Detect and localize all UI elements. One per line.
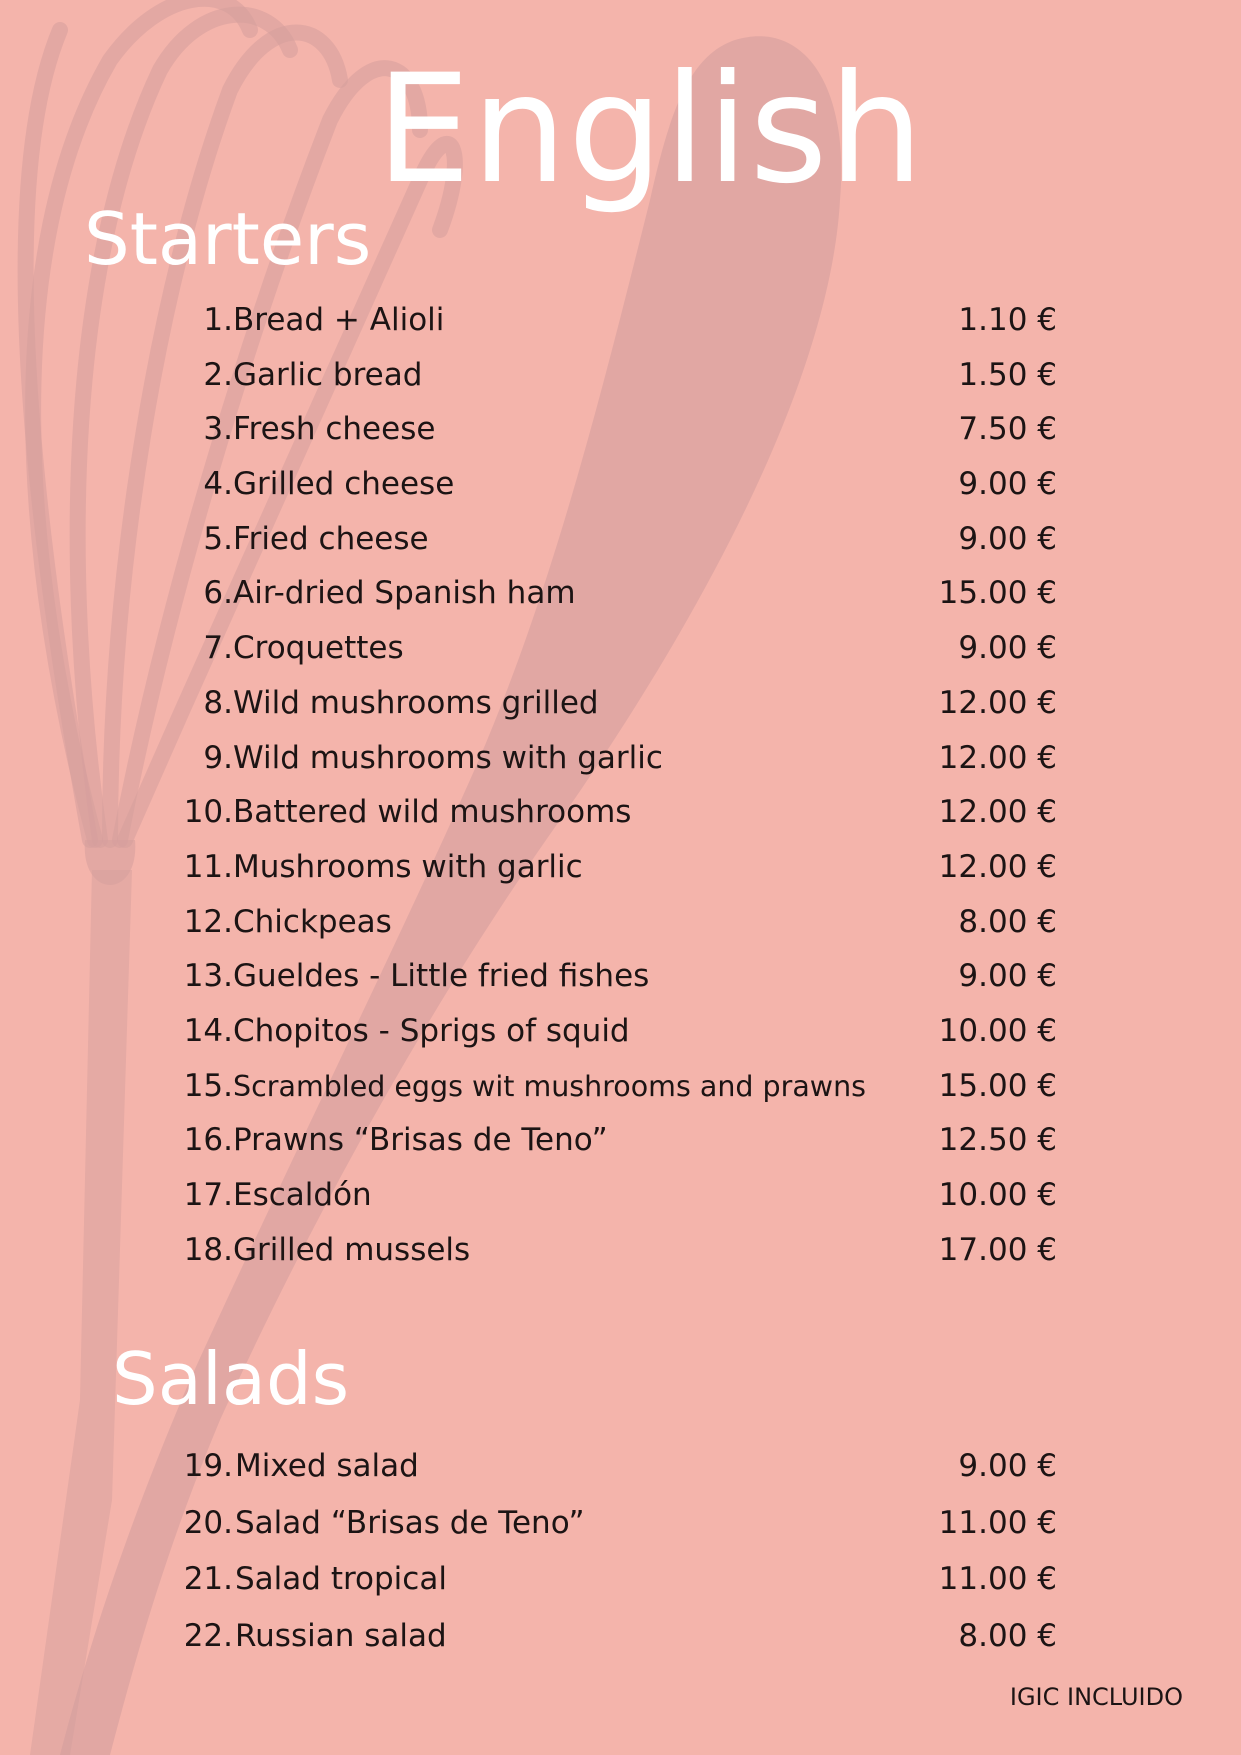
item-price: 10.00 € bbox=[938, 1177, 1057, 1213]
item-price: 15.00 € bbox=[938, 1067, 1057, 1104]
item-price: 9.00 € bbox=[958, 520, 1057, 557]
item-name: Salad “Brisas de Teno” bbox=[235, 1504, 585, 1541]
item-name: Salad tropical bbox=[235, 1561, 447, 1598]
menu-item bbox=[0, 904, 1241, 959]
menu-item bbox=[0, 357, 1241, 412]
item-name: Chopitos - Sprigs of squid bbox=[233, 1012, 630, 1049]
salads-list bbox=[0, 1448, 1241, 1675]
item-number: 16. bbox=[183, 1122, 233, 1159]
item-number: 20. bbox=[183, 1504, 233, 1541]
item-name: Bread + Alioli bbox=[233, 302, 445, 338]
item-number: 13. bbox=[183, 958, 233, 995]
item-price: 10.00 € bbox=[938, 1012, 1057, 1049]
item-price: 1.10 € bbox=[958, 302, 1057, 338]
item-price: 8.00 € bbox=[958, 1618, 1057, 1655]
menu-item bbox=[0, 740, 1241, 795]
item-number: 3. bbox=[203, 411, 233, 448]
salads-heading: Salads bbox=[112, 1337, 350, 1421]
item-name: Grilled mussels bbox=[233, 1231, 471, 1268]
item-name: Mushrooms with garlic bbox=[233, 848, 583, 885]
menu-item bbox=[0, 1618, 1241, 1675]
menu-item bbox=[0, 1232, 1241, 1287]
item-price: 9.00 € bbox=[958, 630, 1057, 667]
menu-item bbox=[0, 466, 1241, 521]
item-name: Russian salad bbox=[235, 1618, 447, 1655]
item-name: Scrambled eggs wit mushrooms and prawns bbox=[233, 1069, 867, 1103]
item-number: 2. bbox=[203, 356, 233, 393]
menu-item bbox=[0, 575, 1241, 630]
item-price: 9.00 € bbox=[958, 1448, 1057, 1484]
item-price: 1.50 € bbox=[958, 356, 1057, 393]
item-number: 19. bbox=[183, 1448, 233, 1484]
menu-item bbox=[0, 521, 1241, 576]
item-price: 11.00 € bbox=[938, 1504, 1057, 1541]
item-price: 7.50 € bbox=[958, 411, 1057, 448]
menu-item bbox=[0, 794, 1241, 849]
tax-included-note: IGIC INCLUIDO bbox=[1009, 1683, 1183, 1711]
item-price: 12.00 € bbox=[938, 794, 1057, 831]
menu-item bbox=[0, 302, 1241, 357]
starters-heading: Starters bbox=[84, 197, 372, 281]
starters-list bbox=[0, 302, 1241, 1286]
menu-item bbox=[0, 685, 1241, 740]
item-price: 15.00 € bbox=[938, 575, 1057, 612]
menu-item bbox=[0, 849, 1241, 904]
item-price: 12.00 € bbox=[938, 739, 1057, 776]
item-price: 12.50 € bbox=[938, 1122, 1057, 1159]
menu-item bbox=[0, 1068, 1241, 1123]
item-number: 18. bbox=[183, 1231, 233, 1268]
item-price: 12.00 € bbox=[938, 684, 1057, 721]
item-number: 14. bbox=[183, 1012, 233, 1049]
item-name: Escaldón bbox=[233, 1177, 372, 1213]
item-price: 17.00 € bbox=[938, 1231, 1057, 1268]
menu-item bbox=[0, 1013, 1241, 1068]
menu-item bbox=[0, 630, 1241, 685]
item-number: 21. bbox=[183, 1561, 233, 1598]
item-number: 5. bbox=[203, 520, 233, 557]
item-number: 11. bbox=[183, 848, 233, 885]
menu-item bbox=[0, 1505, 1241, 1562]
item-name: Croquettes bbox=[233, 630, 404, 667]
item-number: 10. bbox=[183, 794, 233, 831]
item-price: 9.00 € bbox=[958, 466, 1057, 503]
item-number: 8. bbox=[203, 684, 233, 721]
item-number: 9. bbox=[203, 739, 233, 776]
item-number: 22. bbox=[183, 1618, 233, 1655]
item-name: Fresh cheese bbox=[233, 411, 436, 448]
item-number: 17. bbox=[183, 1177, 233, 1213]
menu-item bbox=[0, 1177, 1241, 1232]
item-number: 12. bbox=[183, 903, 233, 940]
item-name: Gueldes - Little fried fishes bbox=[233, 958, 650, 995]
item-name: Air-dried Spanish ham bbox=[233, 575, 576, 612]
item-name: Prawns “Brisas de Teno” bbox=[233, 1122, 608, 1159]
item-name: Mixed salad bbox=[235, 1448, 419, 1484]
item-number: 6. bbox=[203, 575, 233, 612]
item-number: 4. bbox=[203, 466, 233, 503]
menu-item bbox=[0, 411, 1241, 466]
item-name: Fried cheese bbox=[233, 520, 429, 557]
item-price: 12.00 € bbox=[938, 848, 1057, 885]
item-name: Grilled cheese bbox=[233, 466, 455, 503]
item-number: 7. bbox=[203, 630, 233, 667]
item-number: 15. bbox=[183, 1067, 233, 1104]
item-name: Chickpeas bbox=[233, 903, 392, 940]
item-name: Wild mushrooms grilled bbox=[233, 684, 599, 721]
item-price: 8.00 € bbox=[958, 903, 1057, 940]
item-name: Battered wild mushrooms bbox=[233, 794, 632, 831]
item-price: 11.00 € bbox=[938, 1561, 1057, 1598]
item-price: 9.00 € bbox=[958, 958, 1057, 995]
menu-item bbox=[0, 1122, 1241, 1177]
menu-item bbox=[0, 958, 1241, 1013]
item-name: Garlic bread bbox=[233, 356, 423, 393]
item-number: 1. bbox=[203, 302, 233, 338]
menu-item bbox=[0, 1448, 1241, 1505]
menu-item bbox=[0, 1561, 1241, 1618]
item-name: Wild mushrooms with garlic bbox=[233, 739, 663, 776]
menu-title: English bbox=[376, 43, 925, 217]
